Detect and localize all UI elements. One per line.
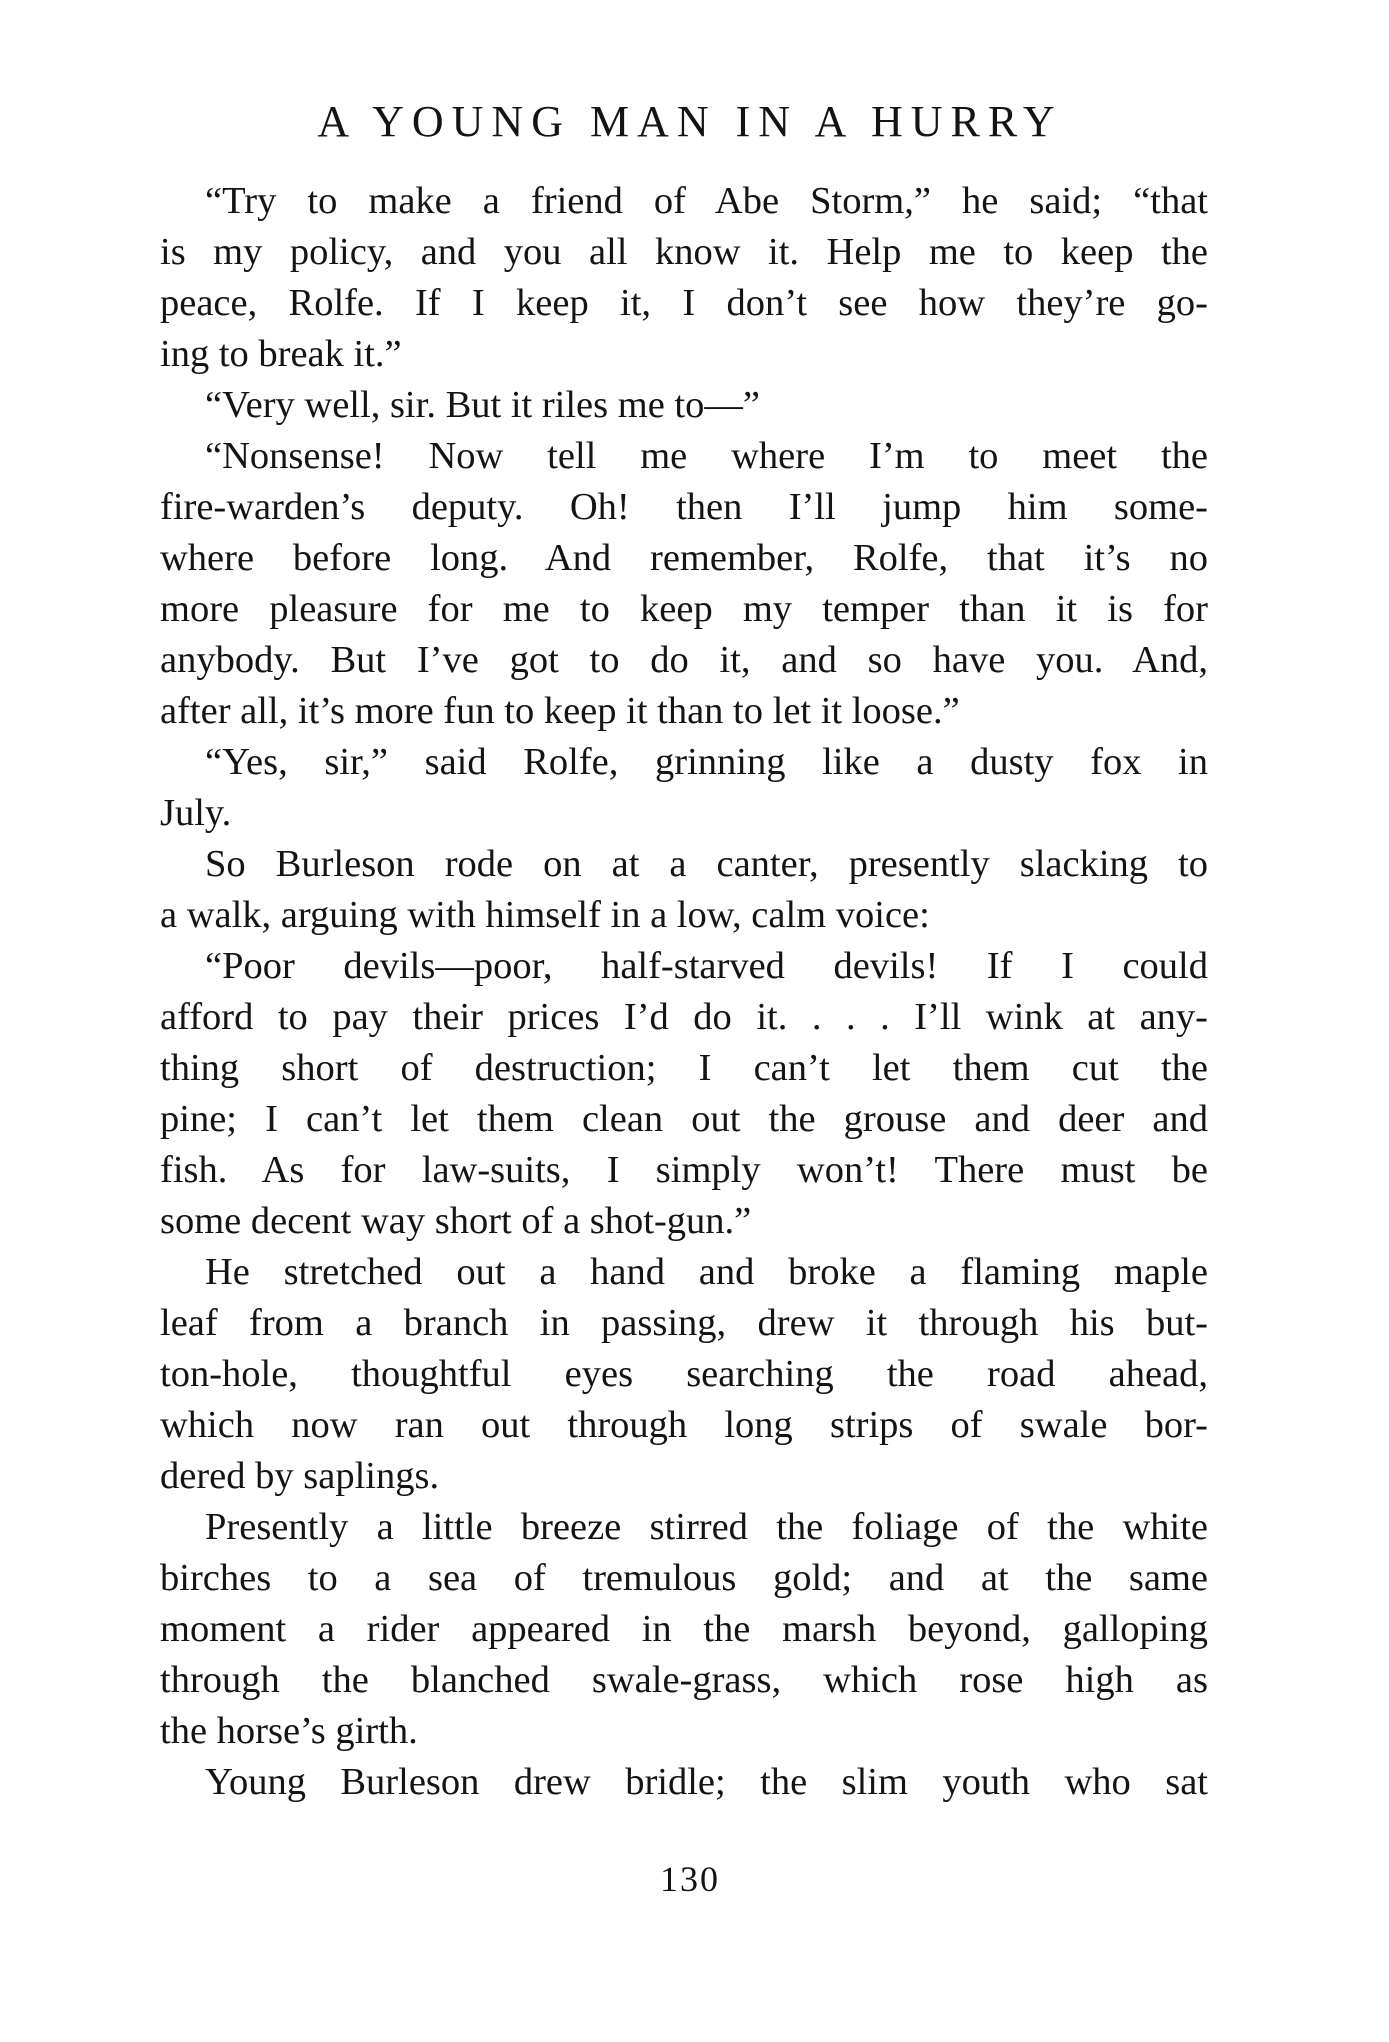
text-line: some decent way short of a shot-gun.” — [160, 1200, 752, 1242]
text-line: thing short of destruction; I can’t let them cut the — [160, 1047, 1208, 1089]
text-line: “Poor devils—poor, half-starved devils! If I could — [205, 945, 1208, 987]
text-line: fish. As for law-suits, I simply won’t! There must be — [160, 1149, 1208, 1191]
text-line: dered by saplings. — [160, 1455, 440, 1497]
text-line: He stretched out a hand and broke a flaming maple — [205, 1251, 1208, 1293]
text-line: “Try to make a friend of Abe Storm,” he said; “that — [205, 180, 1208, 222]
running-head: A YOUNG MAN IN A HURRY — [317, 97, 1063, 146]
text-line: a walk, arguing with himself in a low, calm voice: — [160, 894, 930, 936]
text-line: after all, it’s more fun to keep it than to let it loose.” — [160, 690, 960, 732]
text-line: anybody. But I’ve got to do it, and so have you. And, — [160, 639, 1208, 681]
text-line: July. — [160, 792, 232, 834]
text-line: Presently a little breeze stirred the foliage of the white — [205, 1506, 1208, 1548]
text-line: So Burleson rode on at a canter, presently slacking to — [205, 843, 1208, 885]
text-line: where before long. And remember, Rolfe, that it’s no — [160, 537, 1208, 579]
text-line: “Very well, sir. But it riles me to—” — [205, 384, 760, 426]
text-line: “Yes, sir,” said Rolfe, grinning like a dusty fox in — [205, 741, 1208, 783]
text-line: which now ran out through long strips of swale bor- — [160, 1404, 1208, 1446]
text-line: moment a rider appeared in the marsh beyond, galloping — [160, 1608, 1208, 1650]
text-line: the horse’s girth. — [160, 1710, 418, 1752]
text-line: ing to break it.” — [160, 333, 402, 375]
text-line: afford to pay their prices I’d do it. . . . I’ll wink at any- — [160, 996, 1208, 1038]
text-line: more pleasure for me to keep my temper than it is for — [160, 588, 1208, 630]
body-text — [160, 176, 1208, 1808]
text-line: “Nonsense! Now tell me where I’m to meet the — [205, 435, 1208, 477]
text-line: ton-hole, thoughtful eyes searching the road ahead, — [160, 1353, 1208, 1395]
text-line: leaf from a branch in passing, drew it through his but- — [160, 1302, 1208, 1344]
text-line: fire-warden’s deputy. Oh! then I’ll jump him some- — [160, 486, 1208, 528]
text-line: pine; I can’t let them clean out the grouse and deer and — [160, 1098, 1208, 1140]
text-line: is my policy, and you all know it. Help me to keep the — [160, 231, 1208, 273]
text-line: Young Burleson drew bridle; the slim youth who sat — [205, 1761, 1208, 1803]
text-line: birches to a sea of tremulous gold; and at the same — [160, 1557, 1208, 1599]
text-line: through the blanched swale-grass, which rose high as — [160, 1659, 1208, 1701]
page-number: 130 — [660, 1859, 720, 1899]
text-line: peace, Rolfe. If I keep it, I don’t see how they’re go- — [160, 282, 1208, 324]
